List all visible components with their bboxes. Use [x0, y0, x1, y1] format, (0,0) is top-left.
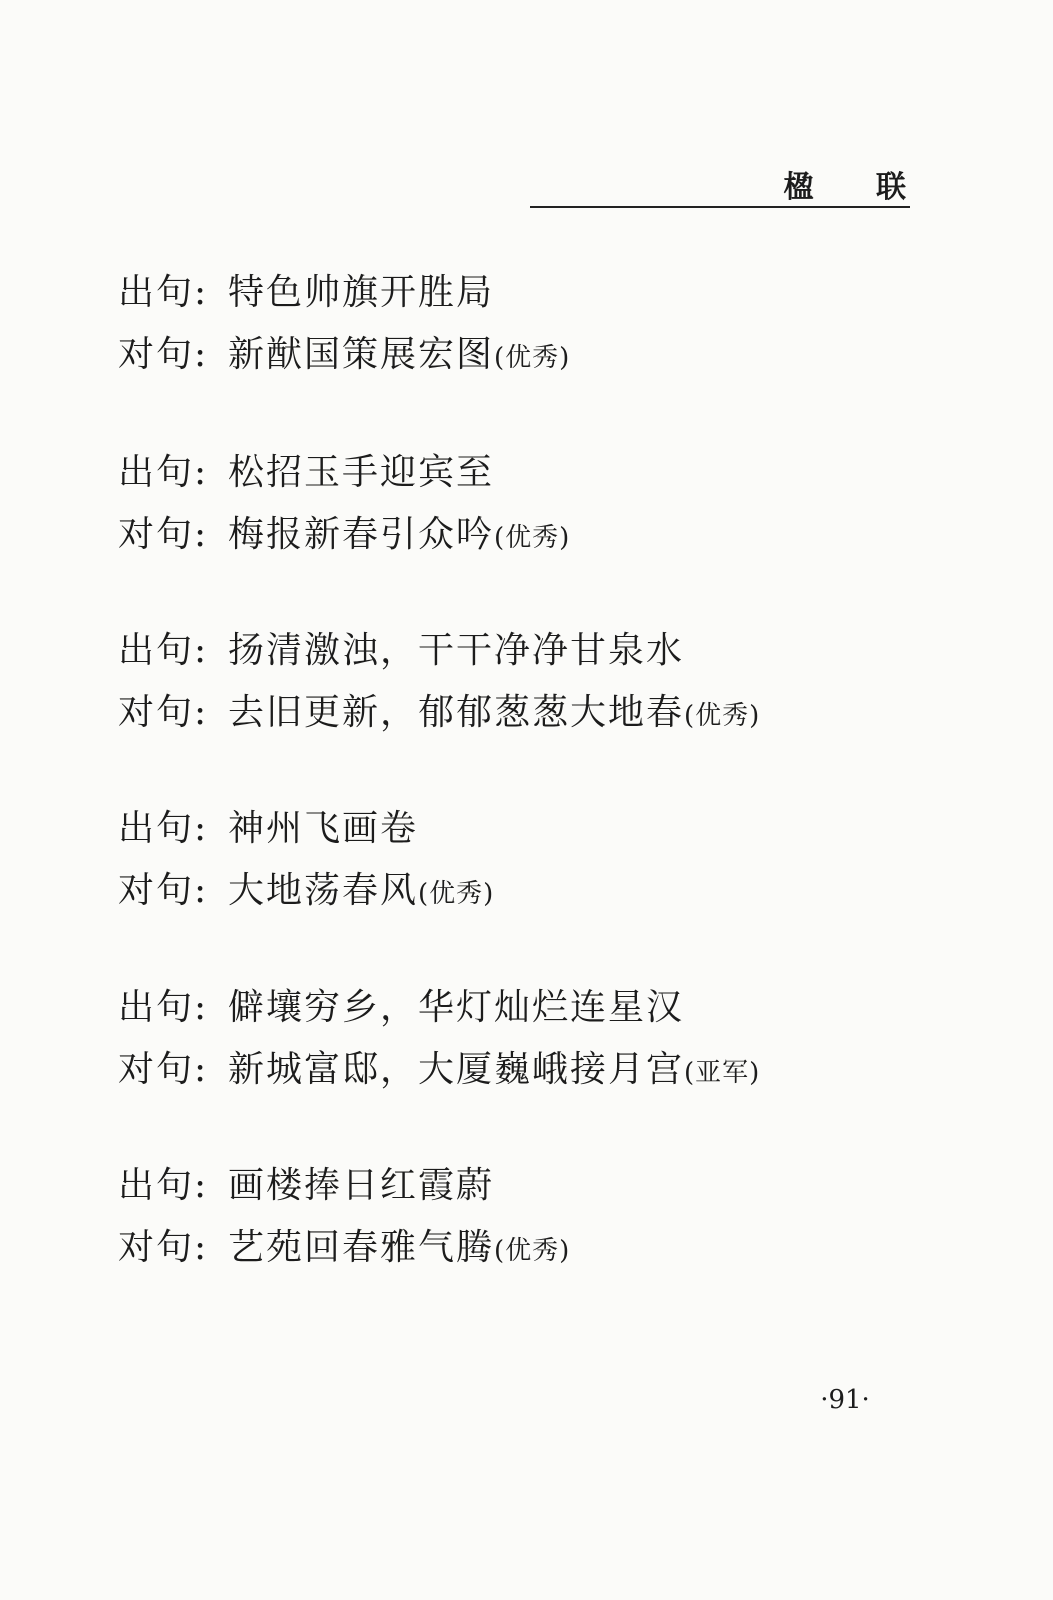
first-label: 出句:	[118, 808, 209, 849]
first-text: 画楼捧日红霞蔚	[228, 1165, 495, 1206]
award-note: (优秀)	[494, 523, 571, 553]
second-label: 对句:	[118, 692, 209, 733]
second-label: 对句:	[118, 1049, 209, 1090]
second-label: 对句:	[118, 514, 209, 555]
first-text: 僻壤穷乡，华灯灿烂连星汉	[228, 987, 685, 1028]
first-text: 特色帅旗开胜局	[228, 272, 495, 313]
second-text: 梅报新春引众吟	[228, 514, 495, 555]
couplet-1	[118, 262, 918, 386]
running-header	[530, 158, 932, 208]
award-note: (亚军)	[684, 1058, 761, 1088]
second-label: 对句:	[118, 1227, 209, 1268]
first-text: 扬清激浊，干干净净甘泉水	[228, 630, 685, 671]
first-line	[118, 442, 918, 504]
first-label: 出句:	[118, 1165, 209, 1206]
second-label: 对句:	[118, 334, 209, 375]
second-text: 新猷国策展宏图	[228, 334, 495, 375]
couplet-3	[118, 620, 918, 744]
couplet-5	[118, 977, 918, 1101]
first-label: 出句:	[118, 452, 209, 493]
award-note: (优秀)	[684, 701, 761, 731]
second-text: 大地荡春风	[228, 870, 419, 911]
second-line	[118, 504, 918, 566]
first-line	[118, 798, 918, 860]
award-note: (优秀)	[418, 879, 495, 909]
second-line	[118, 860, 918, 922]
first-label: 出句:	[118, 272, 209, 313]
first-text: 松招玉手迎宾至	[228, 452, 495, 493]
page-number: ·91·	[820, 1385, 870, 1415]
second-line	[118, 1039, 918, 1101]
second-line	[118, 682, 918, 744]
first-line	[118, 1155, 918, 1217]
award-note: (优秀)	[494, 1236, 571, 1266]
second-line	[118, 1217, 918, 1279]
second-text: 新城富邸，大厦巍峨接月宫	[228, 1049, 685, 1090]
first-text: 神州飞画卷	[228, 808, 419, 849]
couplet-2	[118, 442, 918, 566]
first-label: 出句:	[118, 630, 209, 671]
first-line	[118, 620, 918, 682]
first-label: 出句:	[118, 987, 209, 1028]
second-text: 去旧更新，郁郁葱葱大地春	[228, 692, 685, 733]
second-line	[118, 324, 918, 386]
second-label: 对句:	[118, 870, 209, 911]
award-note: (优秀)	[494, 343, 571, 373]
couplet-4	[118, 798, 918, 922]
second-text: 艺苑回春雅气腾	[228, 1227, 495, 1268]
couplet-6	[118, 1155, 918, 1279]
section-title: 楹 联	[783, 170, 932, 205]
first-line	[118, 262, 918, 324]
first-line	[118, 977, 918, 1039]
